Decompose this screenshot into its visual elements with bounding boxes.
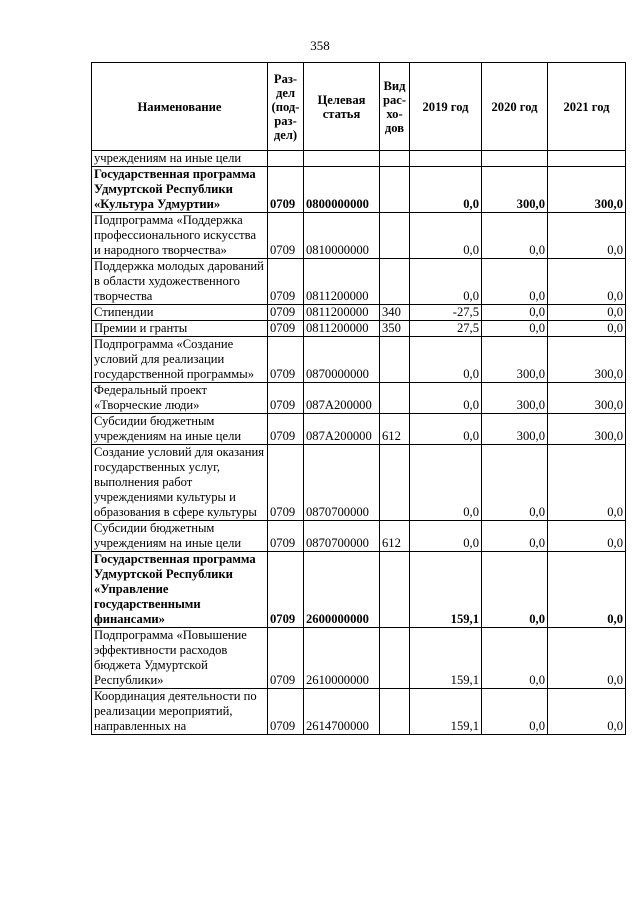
value-2020-cell: 0,0 — [482, 259, 548, 305]
value-2020-cell: 300,0 — [482, 383, 548, 414]
value-2019-cell: 0,0 — [410, 445, 482, 521]
header-2020: 2020 год — [482, 63, 548, 151]
table-row — [92, 151, 626, 167]
name-cell: Федеральный проект «Творческие люди» — [92, 383, 268, 414]
header-name: Наименование — [92, 63, 268, 151]
target-cell: 0810000000 — [304, 213, 380, 259]
expense-cell — [380, 337, 410, 383]
name-cell: Координация деятельности по реализации мероприятий, направленных на — [92, 689, 268, 735]
section-cell: 0709 — [268, 628, 304, 689]
value-2021-cell — [548, 151, 626, 167]
value-2019-cell: 159,1 — [410, 628, 482, 689]
section-cell: 0709 — [268, 445, 304, 521]
table-row — [92, 628, 626, 689]
name-cell: учреждениям на иные цели — [92, 151, 268, 167]
target-cell — [304, 151, 380, 167]
value-2020-cell: 0,0 — [482, 213, 548, 259]
value-2019-cell: 159,1 — [410, 552, 482, 628]
section-cell — [268, 151, 304, 167]
name-cell: Подпрограмма «Поддержка профессионального искусства и народного творчества» — [92, 213, 268, 259]
target-cell: 0870700000 — [304, 521, 380, 552]
name-cell: Субсидии бюджетным учреждениям на иные цели — [92, 414, 268, 445]
header-row — [92, 63, 626, 151]
value-2019-cell: 0,0 — [410, 167, 482, 213]
value-2020-cell: 0,0 — [482, 552, 548, 628]
value-2021-cell: 300,0 — [548, 167, 626, 213]
target-cell: 2610000000 — [304, 628, 380, 689]
name-cell: Государственная программа Удмуртской Республики «Управление государственными финансами» — [92, 552, 268, 628]
table-row — [92, 689, 626, 735]
table-row — [92, 445, 626, 521]
expense-cell: 340 — [380, 305, 410, 321]
header-target: Целевая статья — [304, 63, 380, 151]
header-expense: Вид рас- хо- дов — [380, 63, 410, 151]
header-2019: 2019 год — [410, 63, 482, 151]
section-cell: 0709 — [268, 321, 304, 337]
section-cell: 0709 — [268, 414, 304, 445]
value-2019-cell: 0,0 — [410, 337, 482, 383]
target-cell: 0811200000 — [304, 259, 380, 305]
name-cell: Субсидии бюджетным учреждениям на иные цели — [92, 521, 268, 552]
name-cell: Государственная программа Удмуртской Республики «Культура Удмуртии» — [92, 167, 268, 213]
table-row — [92, 167, 626, 213]
value-2019-cell: 27,5 — [410, 321, 482, 337]
name-cell: Подпрограмма «Повышение эффективности расходов бюджета Удмуртской Республики» — [92, 628, 268, 689]
table-body — [92, 151, 626, 735]
value-2021-cell: 0,0 — [548, 321, 626, 337]
table-row — [92, 521, 626, 552]
target-cell: 2600000000 — [304, 552, 380, 628]
expense-cell — [380, 259, 410, 305]
expense-cell — [380, 445, 410, 521]
target-cell: 087A200000 — [304, 414, 380, 445]
value-2021-cell: 0,0 — [548, 628, 626, 689]
section-cell: 0709 — [268, 213, 304, 259]
value-2019-cell: 0,0 — [410, 213, 482, 259]
target-cell: 0811200000 — [304, 305, 380, 321]
expense-cell — [380, 151, 410, 167]
target-cell: 0800000000 — [304, 167, 380, 213]
expense-cell — [380, 552, 410, 628]
value-2019-cell — [410, 151, 482, 167]
target-cell: 0870700000 — [304, 445, 380, 521]
section-cell: 0709 — [268, 337, 304, 383]
table-row — [92, 383, 626, 414]
value-2021-cell: 300,0 — [548, 383, 626, 414]
value-2020-cell: 0,0 — [482, 445, 548, 521]
value-2020-cell: 300,0 — [482, 337, 548, 383]
name-cell: Премии и гранты — [92, 321, 268, 337]
section-cell: 0709 — [268, 167, 304, 213]
target-cell: 2614700000 — [304, 689, 380, 735]
value-2020-cell: 0,0 — [482, 628, 548, 689]
name-cell: Подпрограмма «Создание условий для реализации государственной программы» — [92, 337, 268, 383]
header-2021: 2021 год — [548, 63, 626, 151]
table-row — [92, 213, 626, 259]
section-cell: 0709 — [268, 259, 304, 305]
target-cell: 0811200000 — [304, 321, 380, 337]
value-2020-cell: 300,0 — [482, 414, 548, 445]
value-2019-cell: -27,5 — [410, 305, 482, 321]
table-row — [92, 321, 626, 337]
name-cell: Поддержка молодых дарований в области художественного творчества — [92, 259, 268, 305]
value-2021-cell: 0,0 — [548, 305, 626, 321]
value-2020-cell: 0,0 — [482, 305, 548, 321]
section-cell: 0709 — [268, 689, 304, 735]
expense-cell — [380, 628, 410, 689]
expense-cell — [380, 213, 410, 259]
expense-cell: 350 — [380, 321, 410, 337]
value-2021-cell: 0,0 — [548, 213, 626, 259]
value-2021-cell: 0,0 — [548, 521, 626, 552]
value-2021-cell: 0,0 — [548, 552, 626, 628]
value-2020-cell: 300,0 — [482, 167, 548, 213]
value-2021-cell: 300,0 — [548, 414, 626, 445]
target-cell: 087A200000 — [304, 383, 380, 414]
section-cell: 0709 — [268, 383, 304, 414]
value-2021-cell: 0,0 — [548, 689, 626, 735]
section-cell: 0709 — [268, 305, 304, 321]
expense-cell — [380, 689, 410, 735]
header-section: Раз- дел (под- раз- дел) — [268, 63, 304, 151]
table-row — [92, 414, 626, 445]
value-2019-cell: 0,0 — [410, 383, 482, 414]
name-cell: Стипендии — [92, 305, 268, 321]
value-2021-cell: 0,0 — [548, 445, 626, 521]
value-2020-cell: 0,0 — [482, 321, 548, 337]
value-2019-cell: 0,0 — [410, 414, 482, 445]
section-cell: 0709 — [268, 552, 304, 628]
table-row — [92, 552, 626, 628]
name-cell: Создание условий для оказания государственных услуг, выполнения работ учреждениями культуры и образования в сфере культуры — [92, 445, 268, 521]
value-2019-cell: 0,0 — [410, 521, 482, 552]
value-2019-cell: 0,0 — [410, 259, 482, 305]
budget-table — [91, 62, 626, 735]
section-cell: 0709 — [268, 521, 304, 552]
value-2019-cell: 159,1 — [410, 689, 482, 735]
value-2021-cell: 0,0 — [548, 259, 626, 305]
expense-cell: 612 — [380, 414, 410, 445]
value-2020-cell: 0,0 — [482, 689, 548, 735]
value-2020-cell: 0,0 — [482, 521, 548, 552]
value-2020-cell — [482, 151, 548, 167]
expense-cell: 612 — [380, 521, 410, 552]
expense-cell — [380, 383, 410, 414]
value-2021-cell: 300,0 — [548, 337, 626, 383]
table-row — [92, 337, 626, 383]
page-number: 358 — [310, 38, 330, 53]
expense-cell — [380, 167, 410, 213]
table-row — [92, 305, 626, 321]
table-row — [92, 259, 626, 305]
target-cell: 0870000000 — [304, 337, 380, 383]
